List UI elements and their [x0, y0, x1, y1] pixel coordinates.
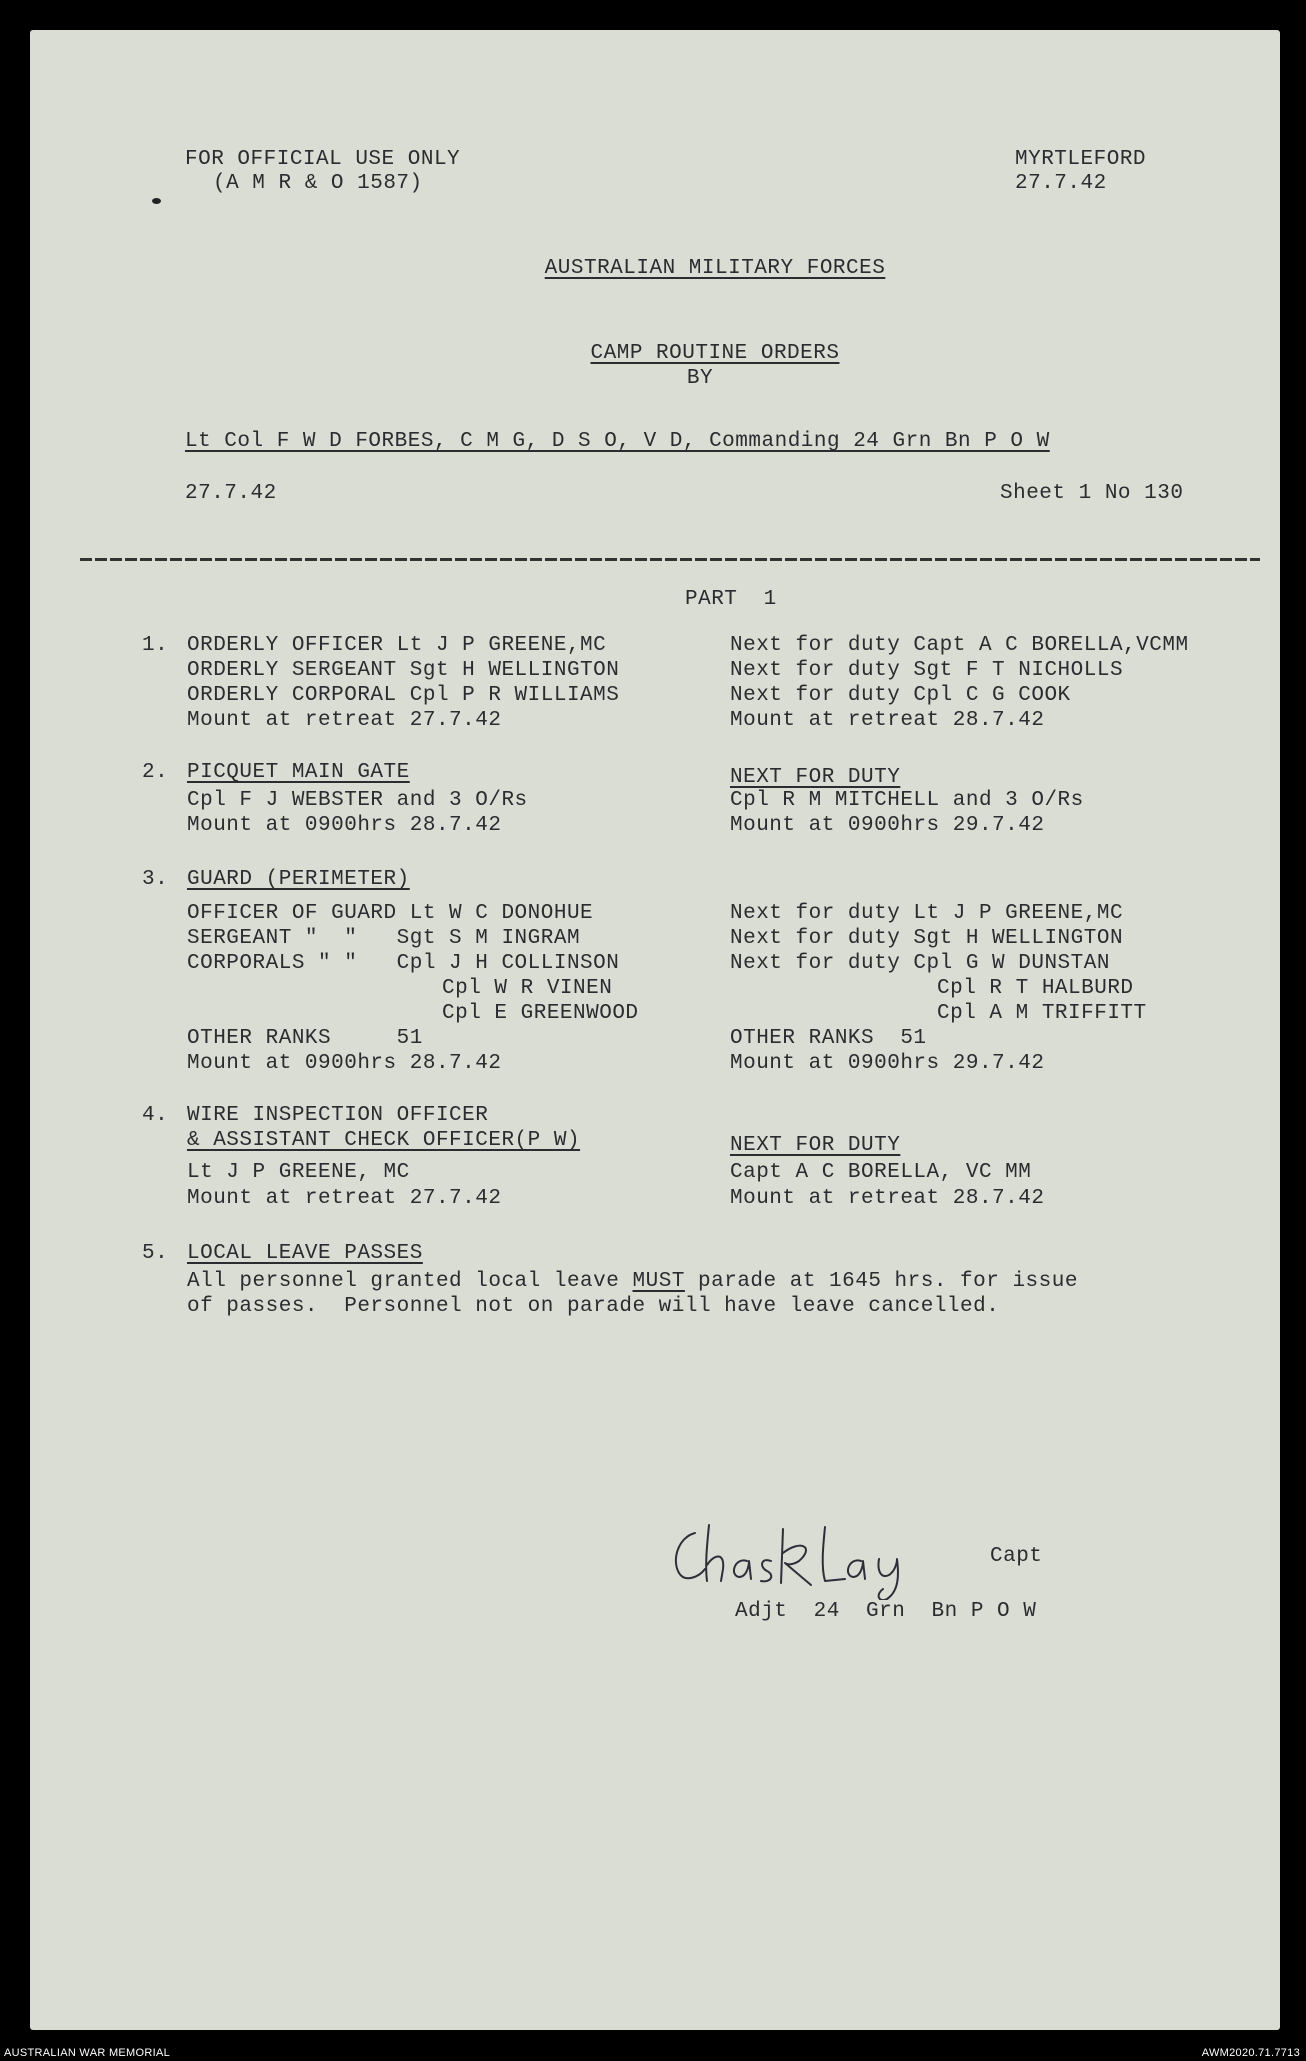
- guard-other-ranks: OTHER RANKS 51: [187, 1027, 423, 1050]
- archive-credit: AUSTRALIAN WAR MEMORIAL: [4, 2047, 171, 2059]
- document-sheet: [30, 30, 1280, 2030]
- next-picquet-line: Cpl R M MITCHELL and 3 O/Rs: [730, 789, 1084, 812]
- order-date: 27.7.42: [185, 482, 277, 505]
- next-officer-line: Next for duty Capt A C BORELLA,VCMM: [730, 634, 1189, 657]
- next-wire-officer: Capt A C BORELLA, VC MM: [730, 1161, 1032, 1184]
- next-sergeant-line: Next for duty Sgt F T NICHOLLS: [730, 659, 1124, 682]
- wire-officer-line: Lt J P GREENE, MC: [187, 1161, 410, 1184]
- next-guard-corporal-1: Next for duty Cpl G W DUNSTAN: [730, 952, 1110, 975]
- part-heading: PART 1: [685, 588, 777, 611]
- location: MYRTLEFORD: [1015, 148, 1147, 171]
- section-4-next-heading: NEXT FOR DUTY: [730, 1134, 901, 1157]
- guard-corporal-2: Cpl W R VINEN: [442, 977, 613, 1000]
- next-guard-sergeant: Next for duty Sgt H WELLINGTON: [730, 927, 1124, 950]
- archive-reference: AWM2020.71.7713: [1201, 2047, 1300, 2059]
- picquet-heading: PICQUET MAIN GATE: [187, 761, 410, 784]
- section-4-mount: Mount at retreat 27.7.42: [187, 1187, 502, 1210]
- check-officer-heading: & ASSISTANT CHECK OFFICER(P W): [187, 1129, 581, 1152]
- guard-sergeant-line: SERGEANT " " Sgt S M INGRAM: [187, 927, 581, 950]
- leave-instruction-line-1: [187, 1270, 1078, 1293]
- leave-passes-heading: LOCAL LEAVE PASSES: [187, 1242, 423, 1265]
- officer-of-guard-line: OFFICER OF GUARD Lt W C DONOHUE: [187, 902, 594, 925]
- separator-rule: [80, 558, 1260, 561]
- leave-instruction-part-a: All personnel granted local leave: [187, 1270, 633, 1293]
- sheet-reference: Sheet 1 No 130: [1000, 482, 1184, 505]
- by-line: BY: [686, 367, 714, 390]
- section-3-mount: Mount at 0900hrs 28.7.42: [187, 1052, 502, 1075]
- next-officer-of-guard: Next for duty Lt J P GREENE,MC: [730, 902, 1124, 925]
- ink-speck: [152, 198, 161, 204]
- signatory-appointment: Adjt 24 Grn Bn P O W: [735, 1600, 1037, 1623]
- leave-instruction-part-b: parade at 1645 hrs. for issue: [684, 1270, 1078, 1293]
- section-3-number: 3.: [142, 868, 169, 891]
- orderly-corporal-line: ORDERLY CORPORAL Cpl P R WILLIAMS: [187, 684, 620, 707]
- document-title: AUSTRALIAN MILITARY FORCES: [544, 257, 886, 280]
- section-1-mount: Mount at retreat 27.7.42: [187, 709, 502, 732]
- next-guard-corporal-3: Cpl A M TRIFFITT: [937, 1002, 1147, 1025]
- document-subtitle: CAMP ROUTINE ORDERS: [590, 342, 840, 365]
- section-2-mount: Mount at 0900hrs 28.7.42: [187, 814, 502, 837]
- section-2-next-mount: Mount at 0900hrs 29.7.42: [730, 814, 1045, 837]
- section-2-number: 2.: [142, 761, 169, 784]
- reference-code: (A M R & O 1587): [213, 172, 423, 195]
- guard-heading: GUARD (PERIMETER): [187, 868, 410, 891]
- wire-inspection-heading: WIRE INSPECTION OFFICER: [187, 1104, 489, 1127]
- next-guard-other-ranks: OTHER RANKS 51: [730, 1027, 927, 1050]
- section-2-next-heading: NEXT FOR DUTY: [730, 766, 901, 789]
- picquet-line: Cpl F J WEBSTER and 3 O/Rs: [187, 789, 528, 812]
- section-1-next-mount: Mount at retreat 28.7.42: [730, 709, 1045, 732]
- section-5-number: 5.: [142, 1242, 169, 1265]
- section-4-next-mount: Mount at retreat 28.7.42: [730, 1187, 1045, 1210]
- signatory-rank: Capt: [990, 1545, 1043, 1568]
- next-corporal-line: Next for duty Cpl C G COOK: [730, 684, 1071, 707]
- next-guard-corporal-2: Cpl R T HALBURD: [937, 977, 1134, 1000]
- leave-instruction-line-2: of passes. Personnel not on parade will have leave cancelled.: [187, 1295, 1000, 1318]
- guard-corporal-3: Cpl E GREENWOOD: [442, 1002, 639, 1025]
- section-3-next-mount: Mount at 0900hrs 29.7.42: [730, 1052, 1045, 1075]
- restriction-marking: FOR OFFICIAL USE ONLY: [185, 148, 461, 171]
- handwritten-signature: [665, 1515, 950, 1600]
- section-1-number: 1.: [142, 634, 169, 657]
- guard-corporals-line: CORPORALS " " Cpl J H COLLINSON: [187, 952, 620, 975]
- commander-line: Lt Col F W D FORBES, C M G, D S O, V D, Commanding 24 Grn Bn P O W: [185, 430, 1050, 453]
- orderly-sergeant-line: ORDERLY SERGEANT Sgt H WELLINGTON: [187, 659, 620, 682]
- header-date: 27.7.42: [1015, 172, 1107, 195]
- section-4-number: 4.: [142, 1104, 169, 1127]
- orderly-officer-line: ORDERLY OFFICER Lt J P GREENE,MC: [187, 634, 607, 657]
- must-emphasis: MUST: [632, 1270, 685, 1293]
